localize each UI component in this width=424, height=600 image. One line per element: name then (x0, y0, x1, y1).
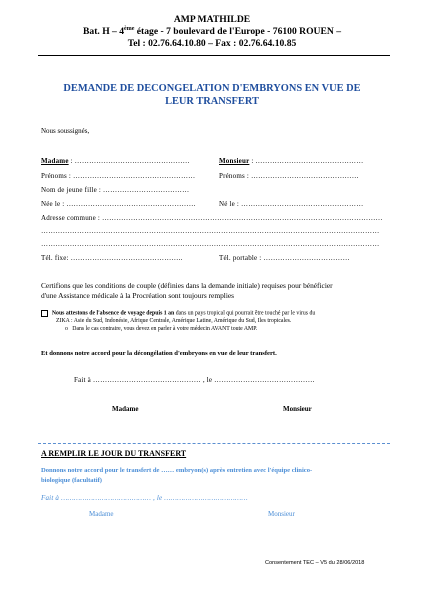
tel-portable-field[interactable]: Tél. portable : ……………………………… (219, 254, 350, 262)
adresse-line3[interactable]: …………………………………………………………………………………………………………………………… (41, 240, 380, 248)
signature-madame-label: Madame (112, 405, 139, 413)
bullet-icon: o (65, 326, 68, 332)
zika-checkbox[interactable] (41, 310, 48, 317)
tel-fixe-field[interactable]: Tél. fixe: ……………………………………….. (41, 254, 183, 262)
certify-line2: d'une Assistance médicale à la Procréation sont toujours remplies (41, 291, 235, 300)
form-title-line2: LEUR TRANSFERT (165, 96, 259, 107)
zika-countries: ZIKA : Asie du Sud, Indonésie, Afrique Centrale, Amérique Latine, Amérique du Sud, Iles tropicales. (56, 318, 292, 324)
transfer-consent-line1: Donnons notre accord pour le transfert de …… embryon(s) après entretien avec l'équipe clinico- (41, 467, 313, 474)
clinic-name: AMP MATHILDE (173, 14, 251, 25)
adresse-field[interactable]: Adresse commune : ……………………………………………………………………………………………………… (41, 214, 383, 222)
monsieur-field[interactable]: Monsieur : ……………………………………… (219, 157, 364, 165)
accord-statement: Et donnons notre accord pour la décongélation d'embryons en vue de leur transfert. (41, 350, 277, 357)
transfer-fait-a-field[interactable]: Fait à …………………………………… , le ………………………………… (41, 494, 248, 502)
certify-line1: Certifions que les conditions de couple (définies dans la demande initiale) requises pour bénéficier (41, 281, 333, 290)
signature-monsieur-label: Monsieur (283, 405, 312, 413)
intro-text: Nous soussignés, (41, 127, 90, 135)
transfer-consent-line2: biologique (facultatif) (41, 477, 102, 484)
zika-warning: o Dans le cas contraire, vous devez en parler à votre médecin AVANT toute AMP. (65, 326, 258, 332)
transfer-monsieur-label: Monsieur (268, 510, 295, 518)
clinic-phone-fax: Tel : 02.76.64.10.80 – Fax : 02.76.64.10.85 (127, 38, 297, 49)
adresse-line2[interactable]: …………………………………………………………………………………………………………………………… (41, 227, 380, 235)
clinic-address: Bat. H – 4ème étage - 7 boulevard de l'Europe - 76100 ROUEN – (83, 26, 341, 38)
footer-version: Consentement TEC – V5 du 28/06/2018 (265, 560, 365, 566)
form-title-line1: DEMANDE DE DECONGELATION D'EMBRYONS EN VUE DE (63, 83, 361, 94)
madame-field[interactable]: Madame : ………………………………………… (41, 157, 190, 165)
ne-le-field[interactable]: Né le : …………………………………………… (219, 200, 364, 208)
section-title: A REMPLIR LE JOUR DU TRANSFERT (41, 449, 187, 458)
fait-a-field[interactable]: Fait à ……………………………………… , le …………………………………… (74, 376, 315, 384)
header-divider (38, 55, 390, 56)
nom-jeune-fille-field[interactable]: Nom de jeune fille : ……………………………… (41, 186, 190, 194)
nee-le-field[interactable]: Née le : ……………………………………………… (41, 200, 196, 208)
prenoms-madame-field[interactable]: Prénoms : …………………………………………… (41, 172, 196, 180)
zika-attestation: Nous attestons de l'absence de voyage depuis 1 an dans un pays tropical qui pourrait être touché par le virus du (41, 310, 315, 318)
prenoms-monsieur-field[interactable]: Prénoms : ……………………………………… (219, 172, 359, 180)
section-divider (38, 443, 390, 444)
transfer-madame-label: Madame (89, 510, 114, 518)
